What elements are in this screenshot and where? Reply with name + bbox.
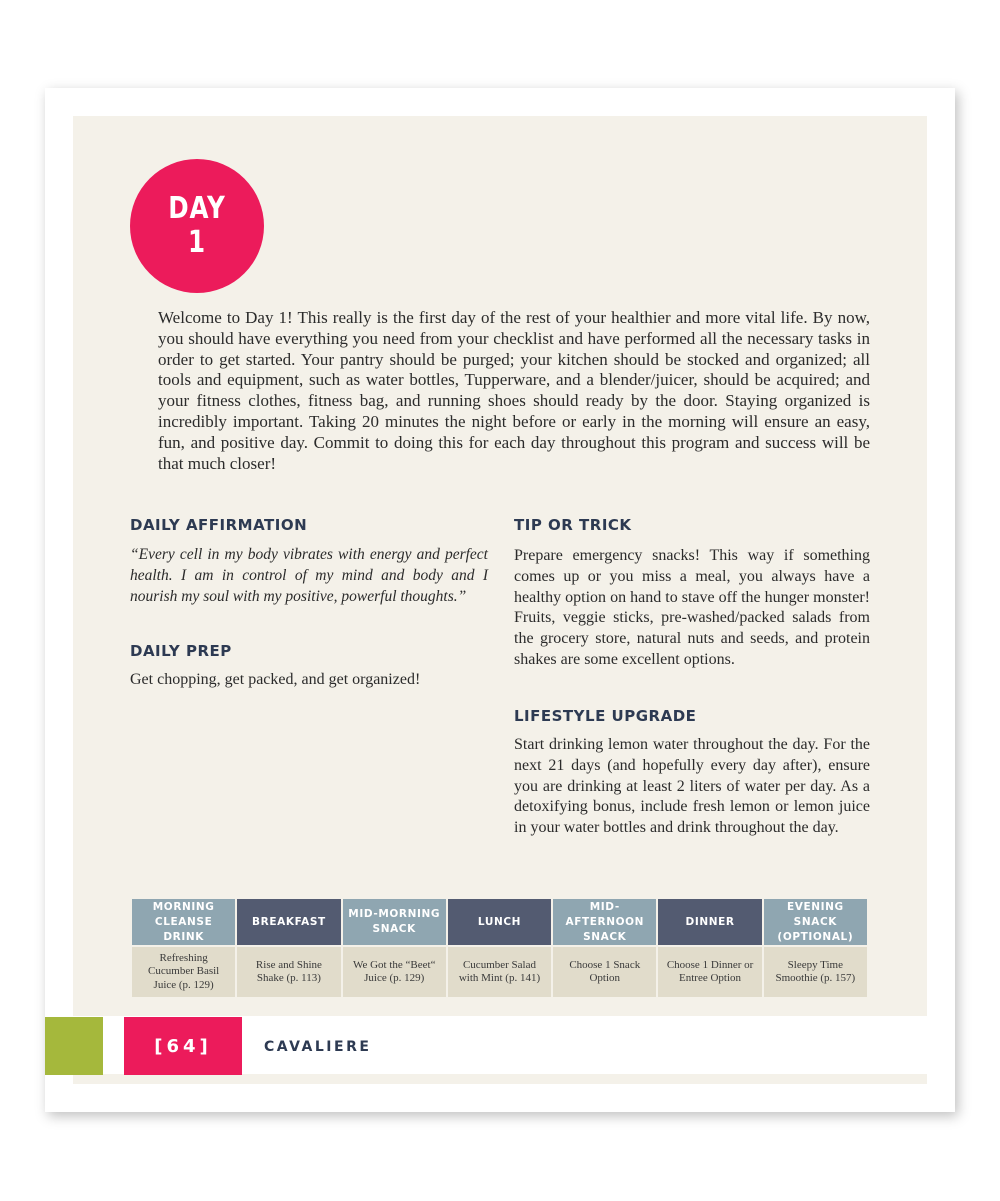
meal-header: BREAKFAST <box>237 899 340 945</box>
meal-plan-table <box>130 897 869 999</box>
meal-header: MORNING CLEANSE DRINK <box>132 899 235 945</box>
meal-header: MID-AFTERNOON SNACK <box>553 899 656 945</box>
day-badge-label: DAY <box>168 190 226 226</box>
tip-heading: TIP OR TRICK <box>514 516 632 534</box>
content-panel <box>73 116 927 1084</box>
meal-cell: We Got the “Beet“ Juice (p. 129) <box>343 947 446 997</box>
meal-header: LUNCH <box>448 899 551 945</box>
affirmation-heading: DAILY AFFIRMATION <box>130 516 308 534</box>
meal-cell: Cucumber Salad with Mint (p. 141) <box>448 947 551 997</box>
lifestyle-heading: LIFESTYLE UPGRADE <box>514 707 697 725</box>
footer-accent-square <box>45 1017 103 1075</box>
day-badge-number: 1 <box>188 225 206 260</box>
prep-heading: DAILY PREP <box>130 642 232 660</box>
lifestyle-text: Start drinking lemon water throughout the day. For the next 21 days (and hopefully every day after), ensure you are drinking at least 2 liters of water per day. As a detoxifying bonus, include fresh lemon or lemon juice in your water bottles and drink throughout the day. <box>514 736 870 837</box>
page-number: [64] <box>124 1017 242 1075</box>
prep-text: Get chopping, get packed, and get organized! <box>130 671 421 688</box>
intro-paragraph: Welcome to Day 1! This really is the first day of the rest of your healthier and more vital life. By now, you should have everything you need from your checklist and have performed all the necessary tasks in order to get started. Your pantry should be purged; your kitchen should be stocked and organized; all tools and equipment, such as water bottles, Tupperware, and a blender/juicer, should be acquired; and your fitness clothes, fitness bag, and running shoes should ready by the door. Staying organized is incredibly important. Taking 20 minutes the night before or early in the morning will ensure an easy, fun, and positive day. Commit to doing this for each day throughout this program and success will be that much closer! <box>158 308 870 473</box>
meal-header: EVENING SNACK (OPTIONAL) <box>764 899 867 945</box>
meal-cell: Sleepy Time Smoothie (p. 157) <box>764 947 867 997</box>
day-badge <box>130 159 264 293</box>
meal-table-header-row <box>132 899 867 945</box>
meal-table-row <box>132 947 867 997</box>
tip-text: Prepare emergency snacks! This way if something comes up or you miss a meal, you always have a healthy option on hand to stave off the hunger monster! Fruits, veggie sticks, pre-washed/packed salads from the grocery store, natural nuts and seeds, and protein shakes are some excellent options. <box>514 547 870 668</box>
meal-header: DINNER <box>658 899 761 945</box>
meal-cell: Refreshing Cucumber Basil Juice (p. 129) <box>132 947 235 997</box>
affirmation-text: “Every cell in my body vibrates with energy and perfect health. I am in control of my mind and body and I nourish my soul with my positive, powerful thoughts.” <box>130 546 488 605</box>
meal-cell: Choose 1 Dinner or Entree Option <box>658 947 761 997</box>
meal-cell: Rise and Shine Shake (p. 113) <box>237 947 340 997</box>
author-name: CAVALIERE <box>264 1039 372 1055</box>
meal-header: MID-MORNING SNACK <box>343 899 446 945</box>
meal-cell: Choose 1 Snack Option <box>553 947 656 997</box>
book-page <box>45 88 955 1112</box>
